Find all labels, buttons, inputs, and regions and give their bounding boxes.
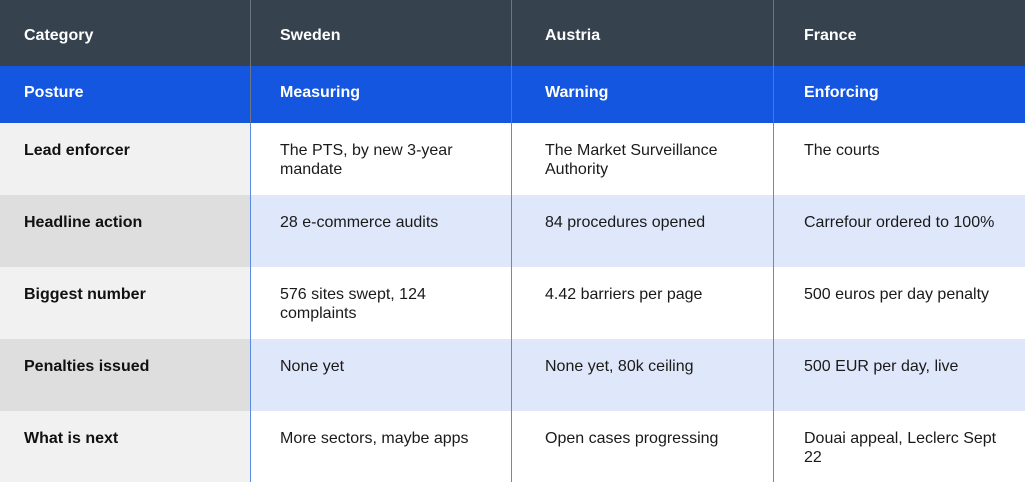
- table-row: [0, 339, 1025, 411]
- table-row: [0, 411, 1025, 482]
- posture-row: [0, 66, 1025, 123]
- row-label: Lead enforcer: [0, 123, 250, 195]
- table-header-row: [0, 0, 1025, 66]
- cell-sweden: More sectors, maybe apps: [250, 411, 511, 482]
- posture-france: Enforcing: [804, 84, 879, 101]
- table-row: [0, 123, 1025, 195]
- cell-austria: None yet, 80k ceiling: [511, 339, 773, 411]
- cell-sweden: 576 sites swept, 124 complaints: [250, 267, 511, 339]
- row-label: Penalties issued: [0, 339, 250, 411]
- row-label: Headline action: [0, 195, 250, 267]
- cell-france: 500 euros per day penalty: [773, 267, 1025, 339]
- header-column-divider: [773, 0, 774, 123]
- header-cell-austria: Austria: [545, 27, 601, 44]
- header-column-divider: [511, 0, 512, 123]
- cell-france: Carrefour ordered to 100%: [773, 195, 1025, 267]
- table-row: [0, 267, 1025, 339]
- header-cell-sweden: Sweden: [280, 27, 341, 44]
- header-cell-category: Category: [24, 27, 94, 44]
- header-column-divider: [250, 0, 251, 123]
- row-label: Biggest number: [0, 267, 250, 339]
- cell-austria: 4.42 barriers per page: [511, 267, 773, 339]
- cell-france: Douai appeal, Leclerc Sept 22: [773, 411, 1025, 482]
- posture-austria: Warning: [545, 84, 609, 101]
- table-row: [0, 195, 1025, 267]
- cell-austria: The Market Surveillance Authority: [511, 123, 773, 195]
- cell-austria: Open cases progressing: [511, 411, 773, 482]
- header-cell-france: France: [804, 27, 857, 44]
- cell-france: The courts: [773, 123, 1025, 195]
- row-label: What is next: [0, 411, 250, 482]
- cell-sweden: 28 e-commerce audits: [250, 195, 511, 267]
- cell-sweden: The PTS, by new 3-year mandate: [250, 123, 511, 195]
- cell-france: 500 EUR per day, live: [773, 339, 1025, 411]
- posture-sweden: Measuring: [280, 84, 361, 101]
- cell-sweden: None yet: [250, 339, 511, 411]
- posture-label: Posture: [24, 84, 84, 101]
- cell-austria: 84 procedures opened: [511, 195, 773, 267]
